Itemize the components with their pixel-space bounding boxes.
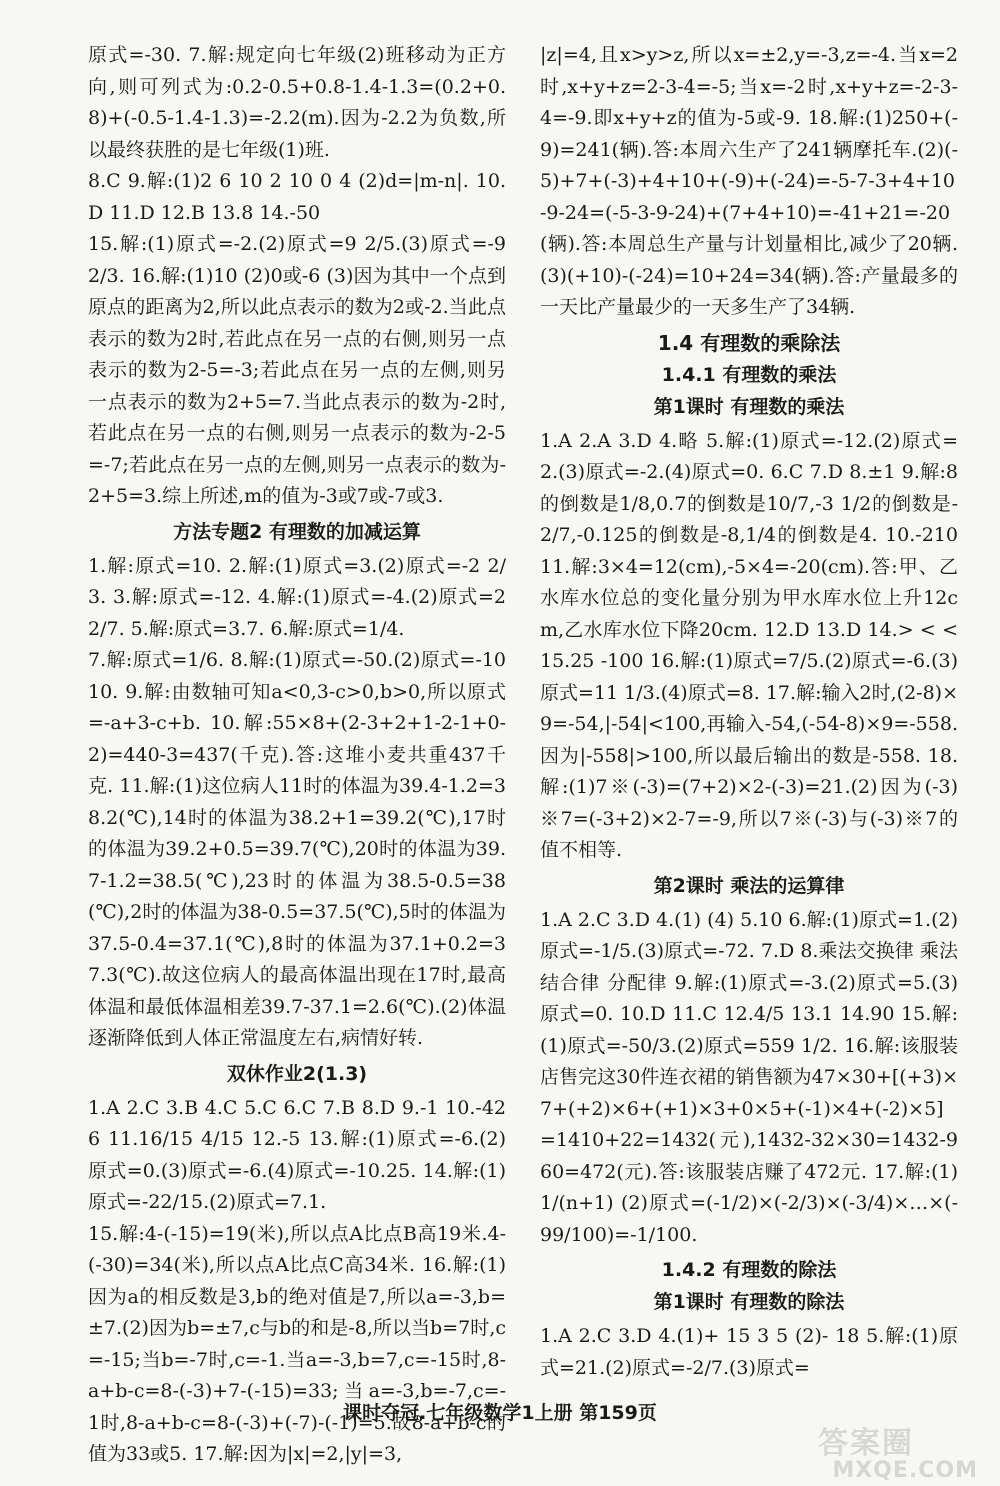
left-column: [88, 40, 506, 1471]
lesson-heading-2: 第2课时 乘法的运算律: [653, 874, 845, 897]
section-heading-method-2: 方法专题2 有理数的加减运算: [173, 520, 421, 543]
page-footer: 课时夺冠.七年级数学1上册 第159页: [343, 1402, 657, 1424]
lesson-heading-3: 第1课时 有理数的除法: [653, 1291, 845, 1313]
left-para-5: 7.解:原式=1/6. 8.解:(1)原式=-50.(2)原式=-1010. 9.解:由数轴可知a<0,3-c>0,b>0,所以原式=-a+3-c+b. 10.解:55×8+(2-3+2+1-2-1+0-2)=440-3=437(千克).答:这堆小麦共重437千克. 11.解:(1)这位病人11时的体温为39.4-1.2=38.2(℃),14时的体温为38.2+1=39.2(℃),17时的体温为39.2+0.5=39.7(℃),20时的体温为39.7-1.2=38.5(℃),23时的体温为38.5-0.5=38(℃),2时的体温为38-0.5=37.5(℃),5时的体温为37.5-0.4=37.1(℃),8时的体温为37.1+0.2=37.3(℃).故这位病人的最高体温出现在17时,最高体温和最低体温相差39.7-37.1=2.6(℃).(2)体温逐渐降低到人体正常温度左右,病情好转.: [88, 649, 506, 1049]
right-para-2: 1.A 2.A 3.D 4.略 5.解:(1)原式=-12.(2)原式=2.(3)原式=-2.(4)原式=0. 6.C 7.D 8.±1 9.解:8的倒数是1/8,0.7的倒数是10/7,-3 1/2的倒数是-2/7,-0.125的倒数是-8,1/4的倒数是4. 10.-210 11.解:3×4=12(cm),-5×4=-20(cm).答:甲、乙水库水位总的变化量分别为甲水库水位上升12cm,乙水库水位下降20cm. 12.D 13.D 14.> < < 15.25 -100 16.解:(1)原式=7/5.(2)原式=-6.(3)原式=11 1/3.(4)原式=8. 17.解:输入2时,(2-8)×9=-54,|-54|<100,再输入-54,(-54-8)×9=-558.因为|-558|>100,所以最后输出的数是-558. 18.解:(1)7※(-3)=(7+2)×2-(-3)=21.(2)因为(-3)※7=(-3+2)×2-7=-9,所以7※(-3)与(-3)※7的值不相等.: [540, 429, 958, 861]
section-heading-1-4-2: 1.4.2 有理数的除法: [661, 1259, 837, 1281]
right-para-4: 1.A 2.C 3.D 4.(1)+ 15 3 5 (2)- 18 5.解:(1)原式=21.(2)原式=-2/7.(3)原式=: [540, 1325, 958, 1379]
section-heading-1-4: 1.4 有理数的乘除法: [657, 330, 841, 355]
left-para-3: 15.解:(1)原式=-2.(2)原式=9 2/5.(3)原式=-9 2/3. 16.解:(1)10 (2)0或-6 (3)因为其中一个点到原点的距离为2,所以此点表示的数为2或-2.当此点表示的数为2时,若此点在另一点的右侧,则另一点表示的数为2-5=-3;若此点在另一点的左侧,则另一点表示的数为2+5=7.当此点表示的数为-2时,若此点在另一点的右侧,则另一点表示的数为-2-5=-7;若此点在另一点的左侧,则另一点表示的数为-2+5=3.综上所述,m的值为-3或7或-7或3.: [88, 233, 506, 507]
left-para-4: 1.解:原式=10. 2.解:(1)原式=3.(2)原式=-2 2/3. 3.解:原式=-12. 4.解:(1)原式=-4.(2)原式=2 2/7. 5.解:原式=3.7. 6.解:原式=1/4.: [88, 554, 506, 640]
section-heading-1-4-1: 1.4.1 有理数的乘法: [661, 363, 837, 386]
right-column: [540, 40, 958, 1384]
right-para-1: |z|=4,且x>y>z,所以x=±2,y=-3,z=-4.当x=2时,x+y+z=2-3-4=-5;当x=-2时,x+y+z=-2-3-4=-9.即x+y+z的值为-5或-9. 18.解:(1)250+(-9)=241(辆).答:本周六生产了241辆摩托车.(2)(-5)+7+(-3)+4+10+(-9)+(-24)=-5-7-3+4+10-9-24=(-5-3-9-24)+(7+4+10)=-41+21=-20(辆).答:本周总生产量与计划量相比,减少了20辆.(3)(+10)-(-24)=10+24=34(辆).答:产量最多的一天比产量最少的一天多生产了34辆.: [540, 44, 958, 318]
left-para-7: 15.解:4-(-15)=19(米),所以点A比点B高19米.4-(-30)=34(米),所以点A比点C高34米. 16.解:(1)因为a的相反数是3,b的绝对值是7,所以a=-3,b=±7.(2)因为b=±7,c与b的和是-8,所以当b=7时,c=-15;当b=-7时,c=-1.当a=-3,b=7,c=-15时,8-a+b-c=8-(-3)+7-(-15)=33;当a=-3,b=-7,c=-1时,8-a+b-c=8-(-3)+(-7)-(-1)=5.故8-a+b-c的值为33或5. 17.解:因为|x|=2,|y|=3,: [88, 1222, 506, 1465]
watermark-logo: [818, 1418, 978, 1483]
section-heading-weekend-2: 双休作业2(1.3): [226, 1062, 368, 1085]
left-para-2: 8.C 9.解:(1)2 6 10 2 10 0 4 (2)d=|m-n|. 10.D 11.D 12.B 13.8 14.-50: [88, 170, 506, 224]
left-para-1: 原式=-30. 7.解:规定向七年级(2)班移动为正方向,则可列式为:0.2-0.5+0.8-1.4-1.3=(0.2+0.8)+(-0.5-1.4-1.3)=-2.2(m).因为-2.2为负数,所以最终获胜的是七年级(1)班.: [88, 44, 506, 161]
lesson-heading-1: 第1课时 有理数的乘法: [653, 395, 845, 418]
watermark-url: MXQE.COM: [832, 1458, 978, 1483]
right-para-3: 1.A 2.C 3.D 4.(1) (4) 5.10 6.解:(1)原式=1.(2)原式=-1/5.(3)原式=-72. 7.D 8.乘法交换律 乘法结合律 分配律 9.解:(1)原式=-3.(2)原式=5.(3)原式=0. 10.D 11.C 12.4/5 13.1 14.90 15.解:(1)原式=-50/3.(2)原式=559 1/2. 16.解:该服装店售完这30件连衣裙的销售额为47×30+[(+3)×7+(+2)×6+(+1)×3+0×5+(-1)×4+(-2)×5]=1410+22=1432(元),1432-32×30=1432-960=472(元).答:该服装店赚了472元. 17.解:(1)1/(n+1) (2)原式=(-1/2)×(-2/3)×(-3/4)×…×(-99/100)=-1/100.: [540, 908, 958, 1246]
watermark-title: 答案圈: [818, 1426, 914, 1461]
left-para-6: 1.A 2.C 3.B 4.C 5.C 6.C 7.B 8.D 9.-1 10.-426 11.16/15 4/15 12.-5 13.解:(1)原式=-6.(2)原式=0.(3)原式=-6.(4)原式=-10.25. 14.解:(1)原式=-22/15.(2)原式=7.1.: [88, 1096, 506, 1213]
